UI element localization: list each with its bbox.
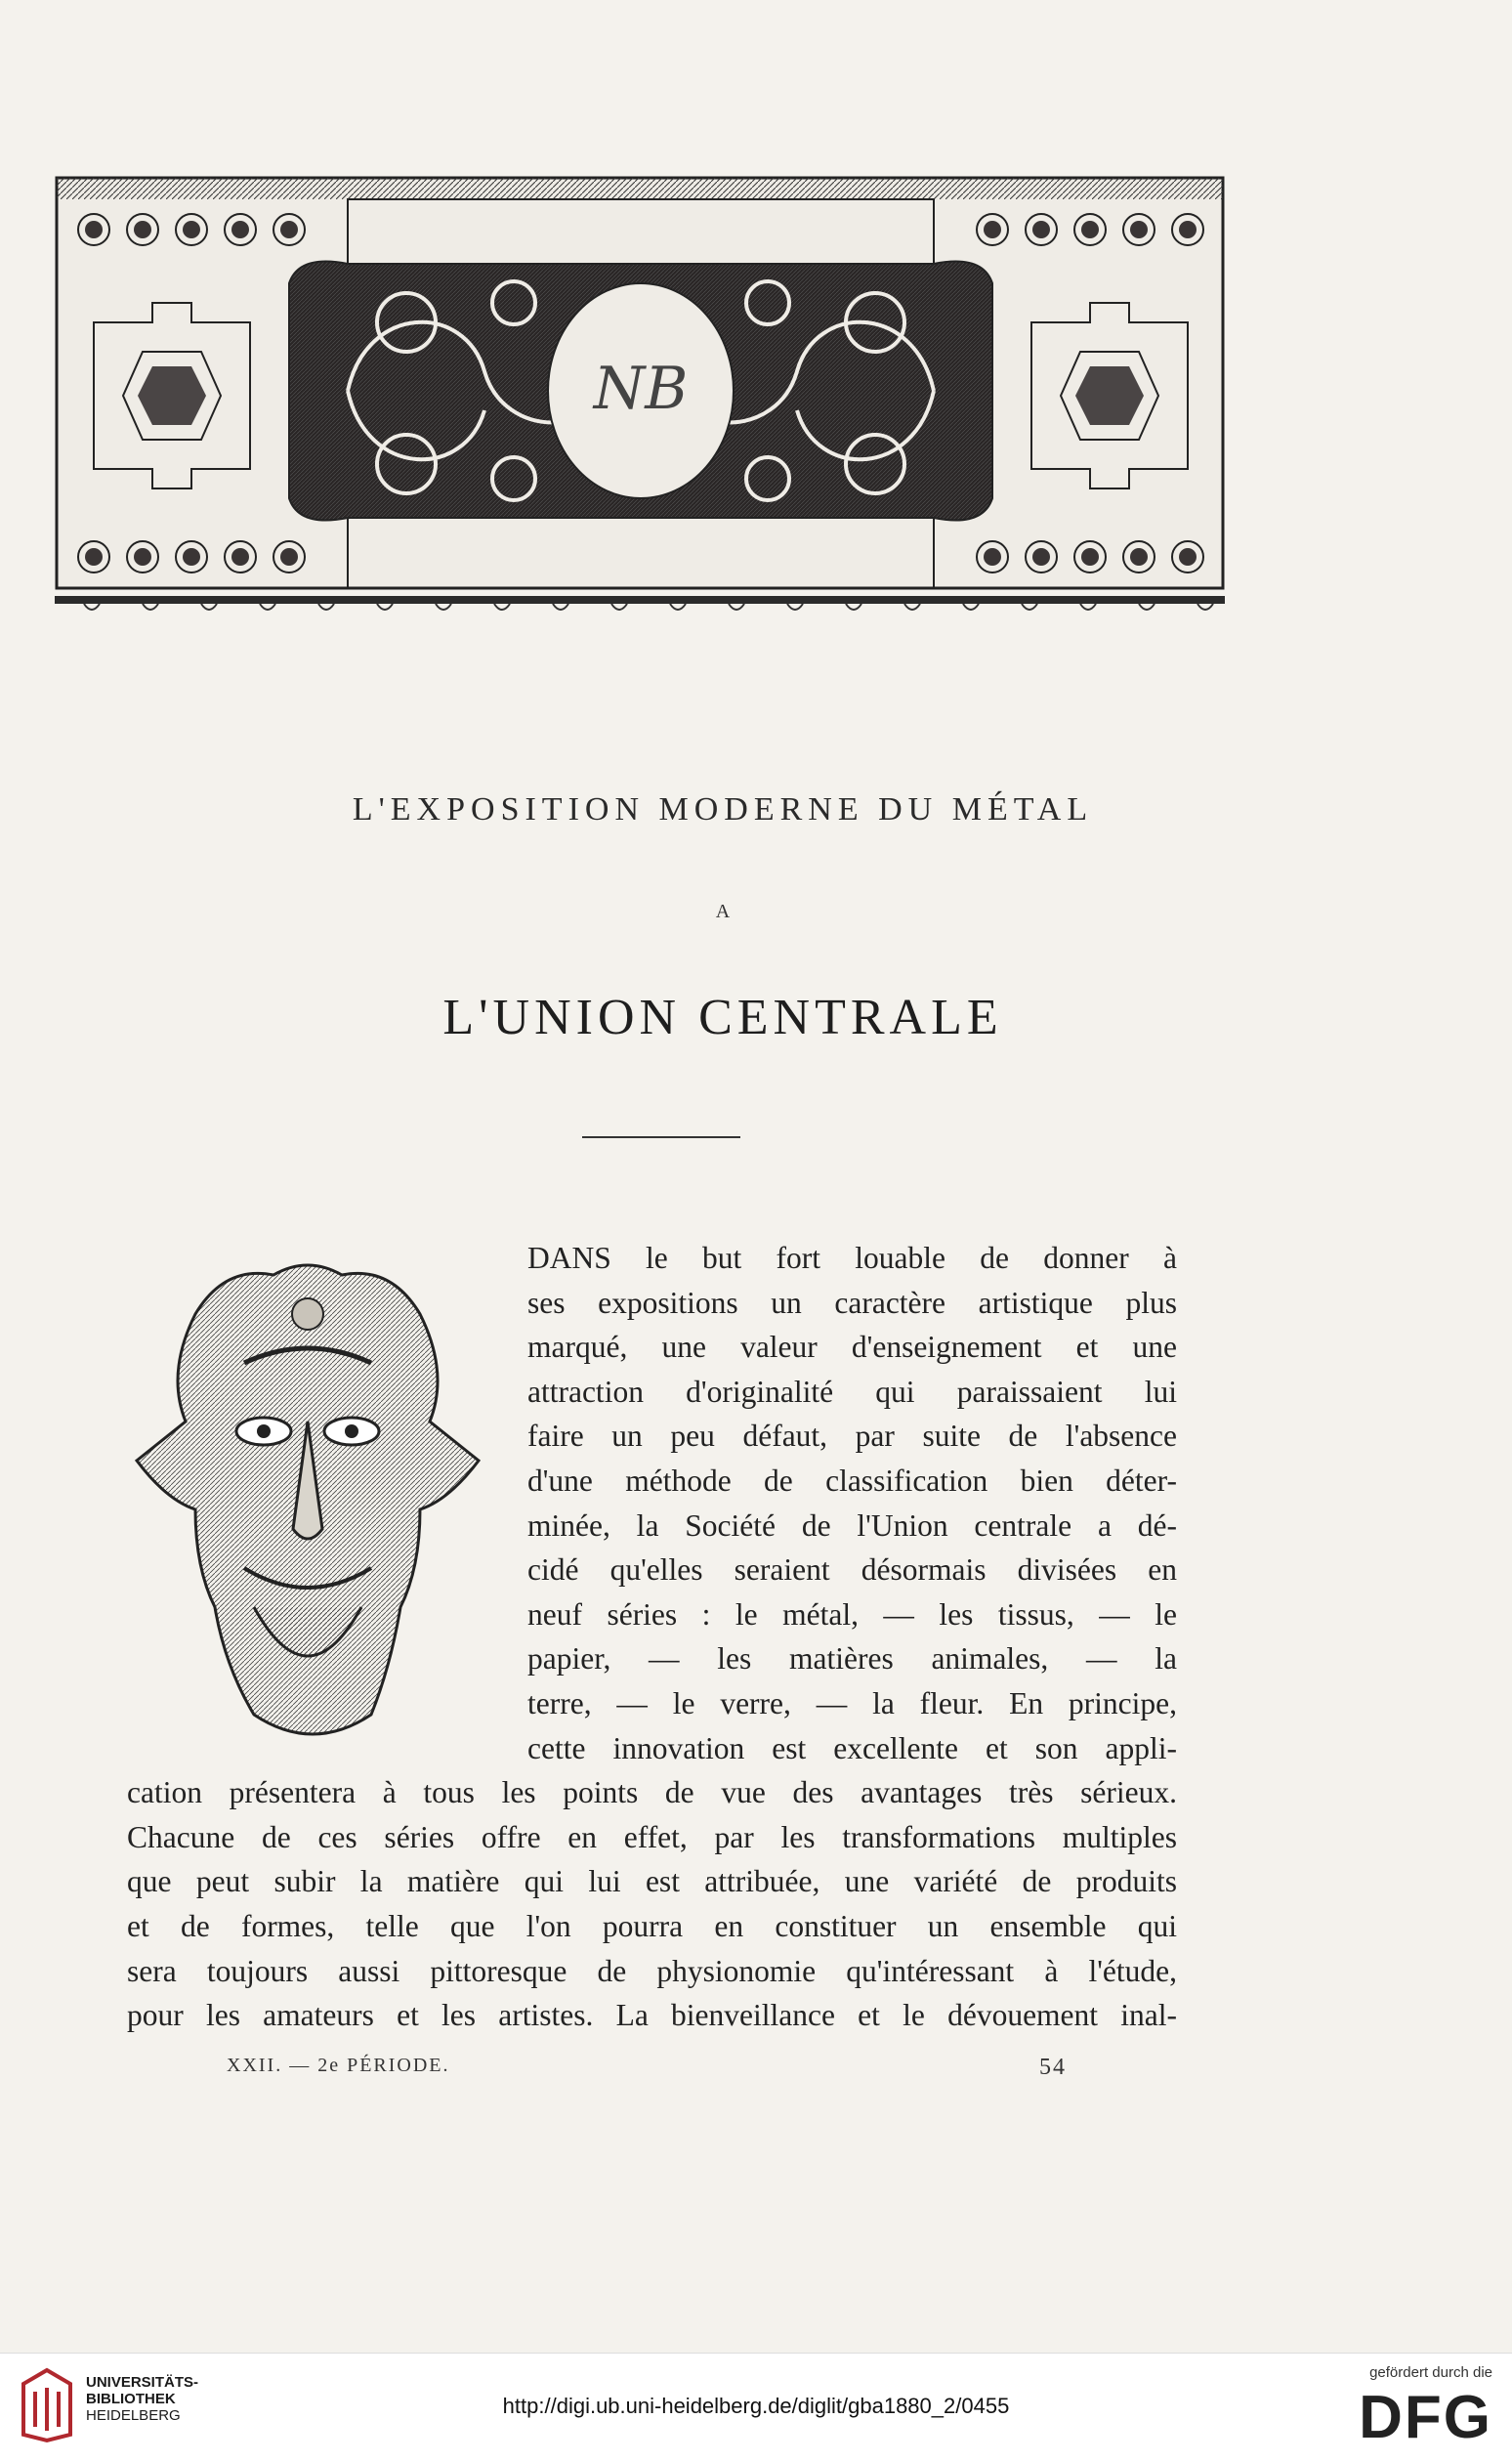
body-line: attraction d'originalité qui paraissaient lui bbox=[527, 1374, 1177, 1409]
body-line: pour les amateurs et les artistes. La bienveillance et le dévouement inal- bbox=[127, 1998, 1177, 2033]
body-line: et de formes, telle que l'on pourra en constituer un ensemble qui bbox=[127, 1908, 1177, 1943]
university-line2: BIBLIOTHEK bbox=[86, 2391, 176, 2407]
body-line: terre, — le verre, — la fleur. En principe, bbox=[527, 1685, 1177, 1720]
dfg-logo[interactable]: DFG bbox=[1359, 2384, 1492, 2451]
article-title-line3: L'UNION CENTRALE bbox=[442, 990, 1003, 1045]
sponsor-label: gefördert durch die bbox=[1369, 2364, 1492, 2381]
body-line: ses expositions un caractère artistique plus bbox=[527, 1285, 1177, 1320]
article-title-line1: L'EXPOSITION MODERNE DU MÉTAL bbox=[352, 791, 1094, 828]
title-rule bbox=[582, 1136, 740, 1138]
body-line: cation présentera à tous les points de vue des avantages très sérieux. bbox=[127, 1775, 1177, 1810]
body-line: neuf séries : le métal, — les tissus, — le bbox=[527, 1596, 1177, 1632]
university-line3: HEIDELBERG bbox=[86, 2407, 181, 2424]
body-line: faire un peu défaut, par suite de l'absence bbox=[527, 1419, 1177, 1454]
body-line: d'une méthode de classification bien déter- bbox=[527, 1463, 1177, 1498]
svg-text:NB: NB bbox=[593, 355, 689, 423]
body-line: DANS le but fort louable de donner à bbox=[527, 1241, 1177, 1275]
body-line: que peut subir la matière qui lui est attribuée, une variété de produits bbox=[127, 1864, 1177, 1899]
ornamental-banner-illustration bbox=[55, 176, 1225, 621]
body-line: cidé qu'elles seraient désormais divisées en bbox=[527, 1552, 1177, 1588]
body-line: marqué, une valeur d'enseignement et une bbox=[527, 1330, 1177, 1365]
body-line: Chacune de ces séries offre en effet, par les transformations multiples bbox=[127, 1819, 1177, 1854]
body-line: cette innovation est excellente et son appli- bbox=[527, 1730, 1177, 1765]
body-line: minée, la Société de l'Union centrale a dé- bbox=[527, 1507, 1177, 1543]
article-title-line2: A bbox=[715, 901, 731, 922]
page-number: 54 bbox=[1039, 2055, 1067, 2080]
university-line1: UNIVERSITÄTS- bbox=[86, 2374, 199, 2391]
body-line: papier, — les matières animales, — la bbox=[527, 1641, 1177, 1677]
body-line: sera toujours aussi pittoresque de physionomie qu'intéressant à l'étude, bbox=[127, 1953, 1177, 1988]
footer-volume: XXII. — 2e PÉRIODE. bbox=[227, 2055, 450, 2076]
article-body bbox=[127, 1236, 1177, 2038]
permalink-url[interactable]: http://digi.ub.uni-heidelberg.de/diglit/gba1880_2/0455 bbox=[502, 2394, 1010, 2418]
